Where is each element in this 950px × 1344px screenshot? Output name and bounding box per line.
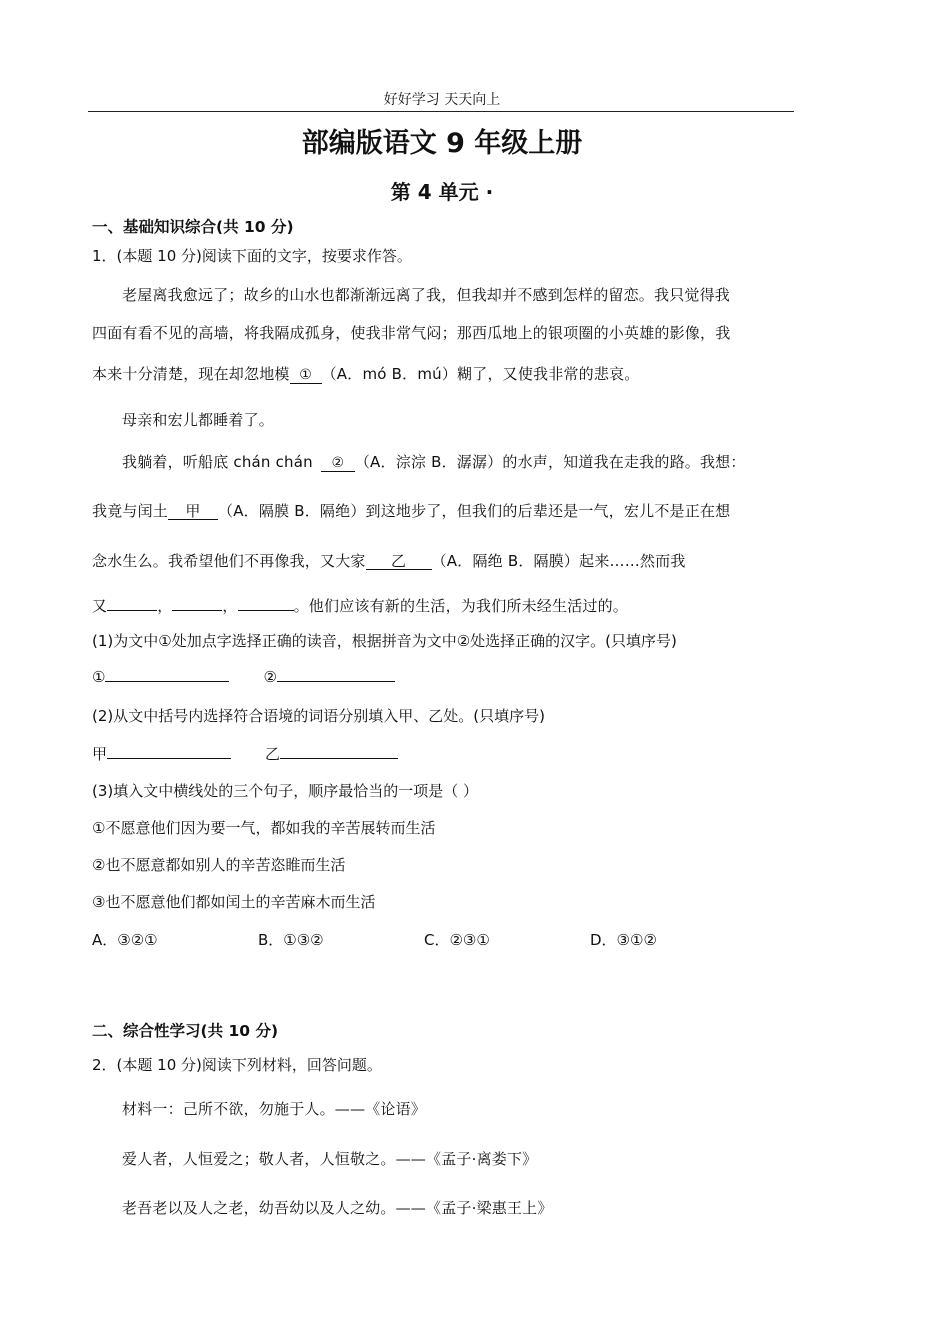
material-line: 爱人者，人恒爱之；敬人者，人恒敬之。——《孟子·离娄下》 [122,1150,538,1168]
sentence-option: ③也不愿意他们都如闰土的辛苦麻木而生活 [92,893,376,911]
choice-c[interactable]: C．②③① [424,931,490,949]
passage-line [122,451,746,472]
passage-line: 老屋离我愈远了；故乡的山水也都渐渐远离了我，但我却并不感到怎样的留恋。我只觉得我 [122,286,731,304]
sentence-option: ①不愿意他们因为要一气，都如我的辛苦展转而生活 [92,819,436,837]
unit-title: 第 4 单元 · [390,180,494,204]
blank-yi[interactable] [366,553,432,570]
passage-line [92,500,730,521]
blank-jia[interactable] [168,503,218,520]
sentence-blank-2[interactable] [172,610,222,611]
sentence-blank-3[interactable] [238,610,294,611]
material-line: 老吾老以及人之老，幼吾幼以及人之幼。——《孟子·梁惠王上》 [122,1199,553,1217]
passage-text: 我竟与闰土 [92,502,169,520]
passage-line [92,363,639,384]
answer-label: ② [263,668,277,686]
subquestion-3: (3)填入文中横线处的三个句子，顺序最恰当的一项是（ ） [92,782,479,800]
blank-mark: ② [331,455,345,471]
document-title: 部编版语文 9 年级上册 [301,128,583,159]
material-line: 材料一：己所不欲，勿施于人。——《论语》 [122,1100,427,1118]
passage-line: 母亲和宏儿都睡着了。 [122,411,275,429]
passage-text: （A．淙淙 B．潺潺）的水声，知道我在走我的路。我想： [354,453,746,471]
passage-line [92,595,628,616]
choice-d[interactable]: D．③①② [590,931,657,949]
passage-text: （A．隔膜 B．隔绝）到这地步了，但我们的后辈还是一气，宏儿不是正在想 [218,502,731,520]
blank-mark: ① [299,367,312,383]
page-header-motto: 好好学习 天天向上 [383,92,501,108]
passage-text: （A．mó B．mú）糊了，又使我非常的悲哀。 [321,365,640,383]
passage-text: 。他们应该有新的生活，为我们所未经生活过的。 [293,597,629,615]
answer-blank-1[interactable] [105,681,229,682]
section2-heading: 二、综合性学习(共 10 分) [92,1022,279,1040]
question2-intro: 2．(本题 10 分)阅读下列材料，回答问题。 [92,1056,382,1074]
subquestion-2: (2)从文中括号内选择符合语境的词语分别填入甲、乙处。(只填序号) [92,707,545,725]
answer-line [92,743,398,764]
blank-1[interactable] [290,366,322,384]
answer-line [92,668,395,686]
blank-mark: 甲 [185,502,201,520]
blank-mark: 乙 [391,552,407,570]
answer-blank-2[interactable] [277,681,395,682]
choice-b[interactable]: B．①③② [258,931,324,949]
choice-options [92,929,756,950]
passage-text: 又 [92,597,108,615]
blank-2[interactable] [321,454,355,472]
sentence-option: ②也不愿意都如别人的辛苦恣睢而生活 [92,856,346,874]
passage-text: 我躺着，听船底 chán chán [122,453,313,471]
header-rule [88,111,794,112]
passage-text: 本来十分清楚，现在却忽地模 [92,365,290,383]
choice-a[interactable]: A．③②① [92,931,158,949]
subquestion-1: (1)为文中①处加点字选择正确的读音，根据拼音为文中②处选择正确的汉字。(只填序号) [92,632,677,650]
answer-blank-jia[interactable] [107,758,231,759]
sentence-blank-1[interactable] [107,610,157,611]
answer-label: ① [92,668,106,686]
passage-text: 念水生么。我希望他们不再像我，又大家 [92,552,366,570]
comma: ， [157,597,173,615]
passage-text: （A．隔绝 B．隔膜）起来……然而我 [431,552,686,570]
answer-blank-yi[interactable] [280,758,398,759]
passage-line [92,550,686,571]
question1-intro: 1．(本题 10 分)阅读下面的文字，按要求作答。 [92,247,412,265]
section1-heading: 一、基础知识综合(共 10 分) [92,218,294,236]
answer-label: 乙 [265,745,281,763]
comma: ， [222,597,238,615]
answer-label: 甲 [92,745,108,763]
passage-line: 四面有看不见的高墙，将我隔成孤身，使我非常气闷；那西瓜地上的银项圈的小英雄的影像，我 [92,324,731,342]
